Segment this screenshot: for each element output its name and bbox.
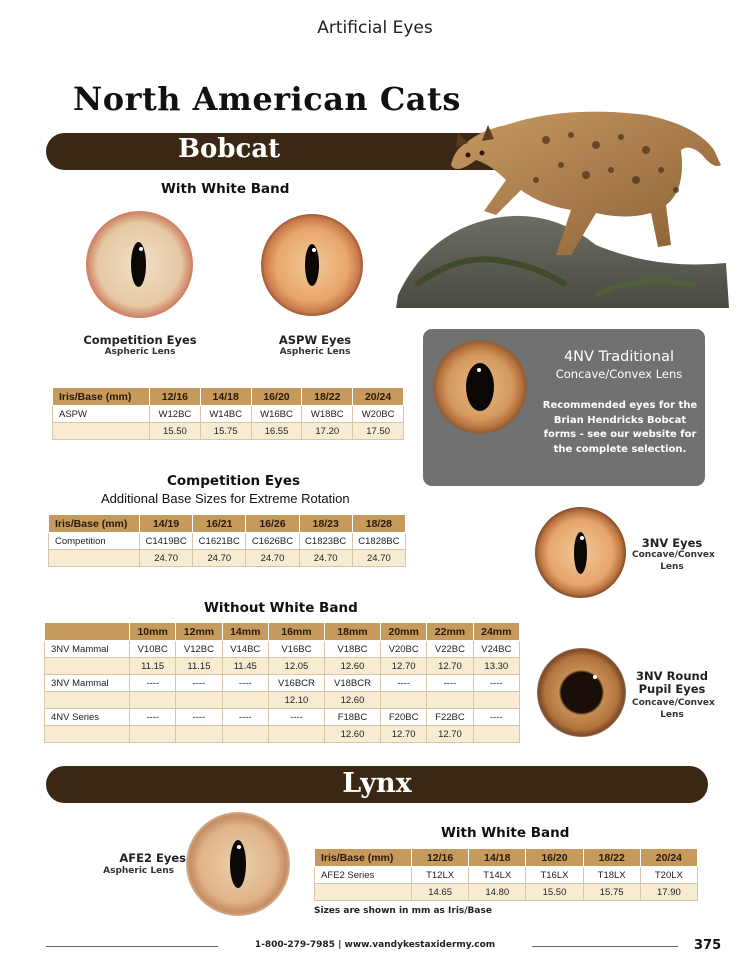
table-cell bbox=[268, 726, 324, 743]
table-cell: 12.70 bbox=[381, 726, 427, 743]
table-header-row bbox=[45, 623, 520, 641]
4nv-eye-image bbox=[433, 340, 527, 434]
table-cell: ---- bbox=[130, 709, 176, 726]
table-header-row bbox=[53, 388, 404, 406]
afe2-eye-name: AFE2 Eyes bbox=[119, 851, 186, 865]
table-header: Iris/Base (mm) bbox=[315, 849, 412, 867]
table-cell: F18BC bbox=[324, 709, 380, 726]
promo-title: 4NV Traditional bbox=[563, 349, 675, 365]
table-cell bbox=[222, 692, 268, 709]
table-cell: ---- bbox=[222, 675, 268, 692]
table-header: 16/20 bbox=[251, 388, 302, 406]
table-header: 14/19 bbox=[140, 515, 193, 533]
table-row bbox=[53, 406, 404, 423]
table-cell: V20BC bbox=[381, 641, 427, 658]
table-cell: ASPW bbox=[53, 406, 150, 423]
table-cell: 3NV Mammal bbox=[45, 675, 130, 692]
table-header: 18mm bbox=[324, 623, 380, 641]
table-cell: T18LX bbox=[583, 867, 640, 884]
table-row bbox=[45, 726, 520, 743]
table-header: 18/28 bbox=[352, 515, 405, 533]
lynx-table bbox=[314, 848, 698, 901]
table-cell: 12.60 bbox=[324, 726, 380, 743]
table-cell bbox=[222, 726, 268, 743]
table-cell: 12.05 bbox=[268, 658, 324, 675]
table-cell bbox=[45, 692, 130, 709]
table-cell: 24.70 bbox=[352, 550, 405, 567]
footer-contact: 1-800-279-7985 | www.vandykestaxidermy.com bbox=[254, 940, 496, 950]
table-cell bbox=[45, 658, 130, 675]
table-row bbox=[53, 423, 404, 440]
lynx-band-label: Lynx bbox=[342, 768, 412, 799]
bobcat-with-band-table bbox=[52, 387, 404, 440]
table-cell: 12.70 bbox=[427, 658, 473, 675]
table-cell: V22BC bbox=[427, 641, 473, 658]
table-cell: T12LX bbox=[412, 867, 469, 884]
promo-subtitle: Concave/Convex Lens bbox=[555, 367, 683, 381]
table-cell: ---- bbox=[130, 675, 176, 692]
table-cell: 12.10 bbox=[268, 692, 324, 709]
page-title: North American Cats bbox=[73, 80, 461, 118]
lynx-band bbox=[46, 766, 708, 803]
3nv-round-eye-lens: Concave/Convex Lens bbox=[632, 698, 715, 720]
table-cell: V16BCR bbox=[268, 675, 324, 692]
page-number: 375 bbox=[694, 938, 722, 953]
table-cell: 24.70 bbox=[299, 550, 352, 567]
3nv-eye-lens: Concave/Convex Lens bbox=[632, 550, 715, 572]
table-cell: V10BC bbox=[130, 641, 176, 658]
table-cell: F22BC bbox=[427, 709, 473, 726]
aspw-eye-lens: Aspheric Lens bbox=[279, 347, 351, 357]
table-cell: 14.65 bbox=[412, 884, 469, 901]
size-note: Sizes are shown in mm as Iris/Base bbox=[314, 906, 492, 916]
table-cell bbox=[381, 692, 427, 709]
competition-title: Competition Eyes bbox=[167, 473, 301, 489]
table-header bbox=[45, 623, 130, 641]
table-header: 24mm bbox=[473, 623, 519, 641]
table-cell bbox=[49, 550, 140, 567]
table-row bbox=[45, 692, 520, 709]
table-header: Iris/Base (mm) bbox=[49, 515, 140, 533]
table-header: 20/24 bbox=[640, 849, 697, 867]
table-cell: 3NV Mammal bbox=[45, 641, 130, 658]
table-cell: V16BC bbox=[268, 641, 324, 658]
table-cell: 11.45 bbox=[222, 658, 268, 675]
table-header: 16/20 bbox=[526, 849, 583, 867]
table-cell: C1419BC bbox=[140, 533, 193, 550]
without-band-table bbox=[44, 622, 520, 743]
table-header: 18/23 bbox=[299, 515, 352, 533]
table-cell: ---- bbox=[176, 675, 222, 692]
3nv-round-eye-name: 3NV Round Pupil Eyes bbox=[636, 669, 708, 696]
3nv-eye-image bbox=[535, 507, 626, 598]
table-header: 16/26 bbox=[246, 515, 299, 533]
table-cell: C1621BC bbox=[193, 533, 246, 550]
table-cell: 4NV Series bbox=[45, 709, 130, 726]
competition-table bbox=[48, 514, 406, 567]
table-cell: 17.50 bbox=[353, 423, 404, 440]
table-cell: W14BC bbox=[200, 406, 251, 423]
table-header: 20mm bbox=[381, 623, 427, 641]
3nv-round-eye-image bbox=[537, 648, 626, 737]
table-cell: AFE2 Series bbox=[315, 867, 412, 884]
table-row bbox=[49, 550, 406, 567]
table-row bbox=[45, 709, 520, 726]
table-cell: F20BC bbox=[381, 709, 427, 726]
table-cell: C1828BC bbox=[352, 533, 405, 550]
table-cell bbox=[130, 726, 176, 743]
table-cell: T16LX bbox=[526, 867, 583, 884]
table-cell: 17.20 bbox=[302, 423, 353, 440]
bobcat-photo bbox=[396, 95, 730, 310]
table-header: 14/18 bbox=[200, 388, 251, 406]
table-row bbox=[45, 658, 520, 675]
table-cell: W16BC bbox=[251, 406, 302, 423]
table-cell: 12.60 bbox=[324, 658, 380, 675]
table-header: Iris/Base (mm) bbox=[53, 388, 150, 406]
competition-eye-lens: Aspheric Lens bbox=[104, 347, 176, 357]
without-band-title: Without White Band bbox=[204, 600, 358, 616]
table-row bbox=[315, 884, 698, 901]
table-cell bbox=[427, 692, 473, 709]
3nv-eye-name: 3NV Eyes bbox=[641, 536, 703, 550]
table-cell: W20BC bbox=[353, 406, 404, 423]
promo-body: Recommended eyes for the Brian Hendricks Bobcat forms - see our website for the complete selection. bbox=[542, 400, 698, 455]
table-cell: ---- bbox=[473, 675, 519, 692]
table-cell: C1626BC bbox=[246, 533, 299, 550]
table-cell: W18BC bbox=[302, 406, 353, 423]
table-cell: 12.60 bbox=[324, 692, 380, 709]
table-cell: 12.70 bbox=[381, 658, 427, 675]
aspw-eye-image bbox=[261, 214, 363, 316]
table-cell: ---- bbox=[381, 675, 427, 692]
table-cell bbox=[45, 726, 130, 743]
table-cell: ---- bbox=[473, 709, 519, 726]
table-cell: 24.70 bbox=[193, 550, 246, 567]
table-cell: V24BC bbox=[473, 641, 519, 658]
table-cell: 11.15 bbox=[130, 658, 176, 675]
afe2-eye-image bbox=[186, 812, 290, 916]
table-cell: T20LX bbox=[640, 867, 697, 884]
table-row bbox=[45, 675, 520, 692]
table-cell: V18BC bbox=[324, 641, 380, 658]
section-header: Artificial Eyes bbox=[317, 18, 433, 38]
table-cell bbox=[176, 726, 222, 743]
table-cell: 13.30 bbox=[473, 658, 519, 675]
table-cell: 15.75 bbox=[583, 884, 640, 901]
table-cell: Competition bbox=[49, 533, 140, 550]
table-cell bbox=[315, 884, 412, 901]
table-cell: 11.15 bbox=[176, 658, 222, 675]
table-cell: ---- bbox=[268, 709, 324, 726]
table-cell bbox=[176, 692, 222, 709]
bobcat-band-label: Bobcat bbox=[178, 134, 281, 164]
table-header: 14/18 bbox=[469, 849, 526, 867]
afe2-eye-lens: Aspheric Lens bbox=[103, 866, 174, 876]
competition-subtitle: Additional Base Sizes for Extreme Rotation bbox=[101, 491, 350, 506]
table-header: 18/22 bbox=[583, 849, 640, 867]
table-cell: V18BCR bbox=[324, 675, 380, 692]
table-cell bbox=[130, 692, 176, 709]
table-header: 12/16 bbox=[412, 849, 469, 867]
table-cell: ---- bbox=[427, 675, 473, 692]
table-header: 16mm bbox=[268, 623, 324, 641]
table-cell: ---- bbox=[222, 709, 268, 726]
bobcat-with-band-title: With White Band bbox=[161, 181, 290, 197]
competition-eye-image bbox=[86, 211, 193, 318]
aspw-eye-name: ASPW Eyes bbox=[278, 333, 352, 347]
table-header: 16/21 bbox=[193, 515, 246, 533]
table-cell: W12BC bbox=[150, 406, 201, 423]
table-header: 22mm bbox=[427, 623, 473, 641]
table-header: 12/16 bbox=[150, 388, 201, 406]
table-cell: 24.70 bbox=[246, 550, 299, 567]
table-cell: 17.90 bbox=[640, 884, 697, 901]
table-cell: V12BC bbox=[176, 641, 222, 658]
table-cell bbox=[473, 692, 519, 709]
lynx-with-band-title: With White Band bbox=[441, 825, 570, 841]
table-header: 14mm bbox=[222, 623, 268, 641]
competition-eye-name: Competition Eyes bbox=[83, 333, 197, 347]
table-cell: 24.70 bbox=[140, 550, 193, 567]
table-header: 12mm bbox=[176, 623, 222, 641]
table-row bbox=[315, 867, 698, 884]
table-header-row bbox=[49, 515, 406, 533]
table-cell bbox=[473, 726, 519, 743]
table-cell: 15.50 bbox=[526, 884, 583, 901]
table-row bbox=[49, 533, 406, 550]
table-header: 18/22 bbox=[302, 388, 353, 406]
table-cell: 15.75 bbox=[200, 423, 251, 440]
table-header-row bbox=[315, 849, 698, 867]
table-cell: 12.70 bbox=[427, 726, 473, 743]
table-cell: C1823BC bbox=[299, 533, 352, 550]
table-header: 20/24 bbox=[353, 388, 404, 406]
table-cell: 14.80 bbox=[469, 884, 526, 901]
table-cell: 15.50 bbox=[150, 423, 201, 440]
table-row bbox=[45, 641, 520, 658]
table-cell: ---- bbox=[176, 709, 222, 726]
promo-box-4nv bbox=[423, 329, 705, 486]
table-cell: 16.55 bbox=[251, 423, 302, 440]
table-cell: T14LX bbox=[469, 867, 526, 884]
table-cell bbox=[53, 423, 150, 440]
table-cell: V14BC bbox=[222, 641, 268, 658]
table-header: 10mm bbox=[130, 623, 176, 641]
